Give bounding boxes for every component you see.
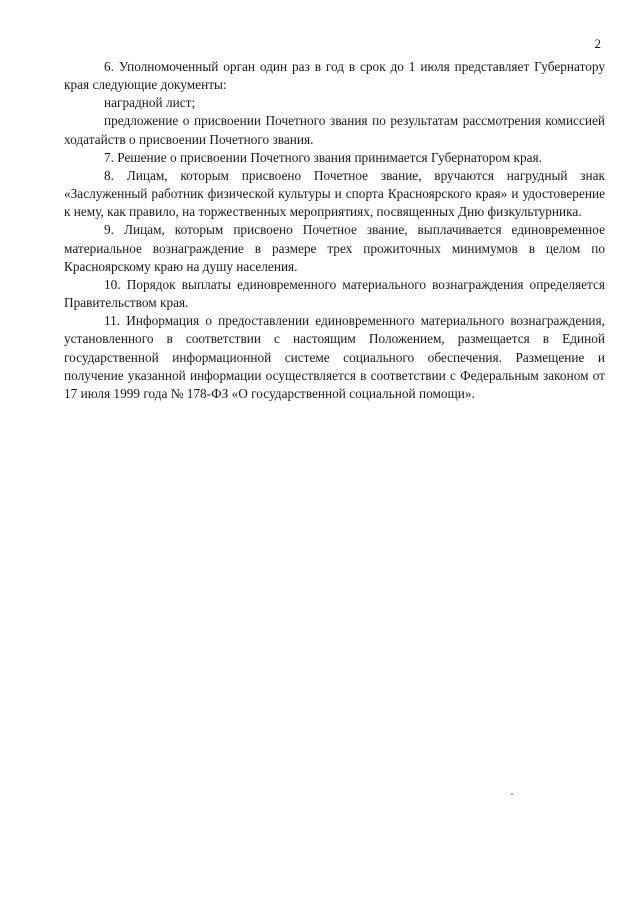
paragraph-9: 9. Лицам, которым присвоено Почетное звание, выплачивается единовременное материальное вознаграждение в размере трех прожиточных минимумов в целом по Красноярскому краю на душу населения. [64,222,605,274]
paragraph-8: 8. Лицам, которым присвоено Почетное звание, вручаются нагрудный знак «Заслуженный работник физической культуры и спорта Красноярского края» и удостоверение к нему, как правило, на торжественных мероприятиях, посвященных Дню физкультурника. [64,167,605,220]
paragraph-6-item-award-sheet: наградной лист; [104,95,196,111]
paragraph-11: 11. Информация о предоставлении единовременного материального вознаграждения, установленного в соответствии с настоящим Положением, размещается в Единой государственной информационной системе социального обеспечения. Размещение и получение указанной информации осуществляется в соответствии с Федеральным законом от 17 июля 1999 года № 178-ФЗ «О государственной социальной помощи». [64,313,605,401]
page-number: 2 [594,36,601,51]
paragraph-6: 6. Уполномоченный орган один раз в год в срок до 1 июля представляет Губернатору края следующие документы: [64,59,605,93]
paragraph-7: 7. Решение о присвоении Почетного звания принимается Губернатором края. [104,149,542,165]
document-body [64,58,605,403]
scan-speck [511,793,513,795]
paragraph-6-item-proposal: предложение о присвоении Почетного звания по результатам рассмотрения комиссией ходатайств о присвоении Почетного звания. [64,113,605,147]
paragraph-10: 10. Порядок выплаты единовременного материального вознаграждения определяется Правительством края. [64,276,605,311]
